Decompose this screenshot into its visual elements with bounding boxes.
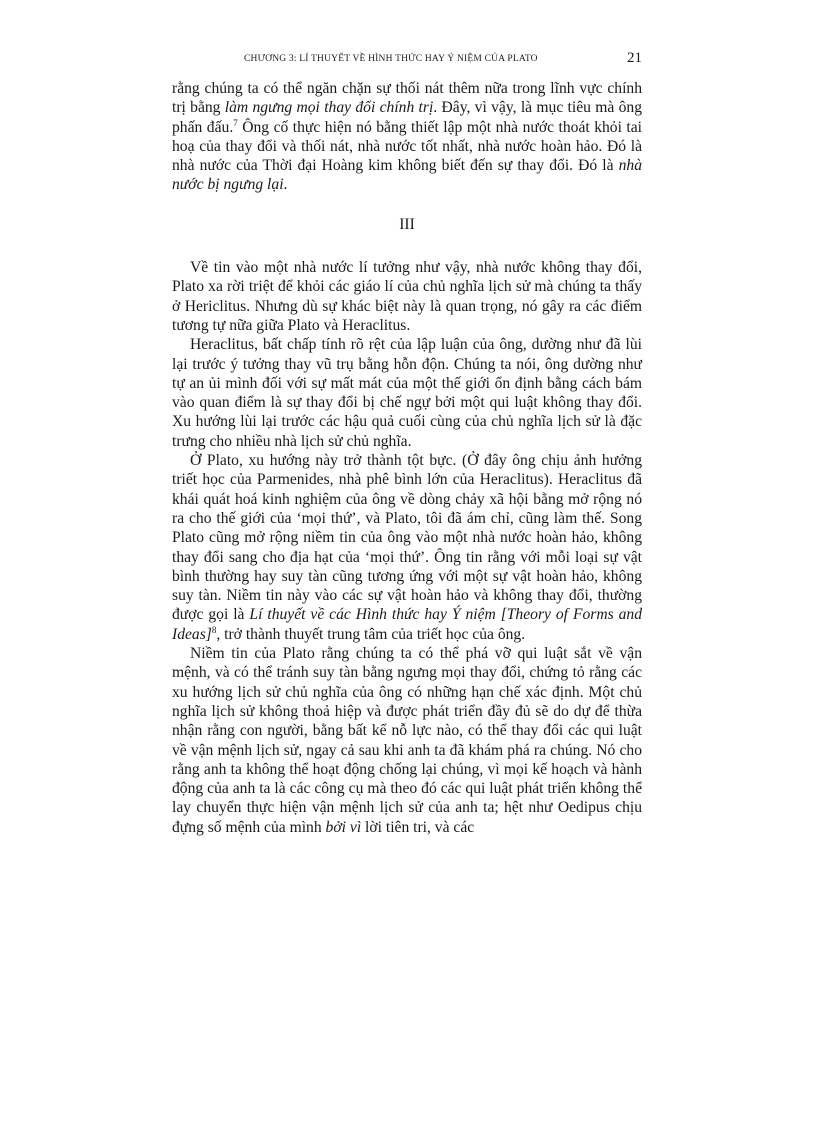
page-header: [172, 50, 642, 70]
paragraph: Heraclitus, bất chấp tính rõ rệt của lập luận của ông, dường như đã lùi lại trước ý tưởng thay vũ trụ bằng hỗn độn. Chúng ta nói, ông dường như tự an ủi mình đối với sự mất mát của một thế giới ổn định bằng cách bám vào quan điểm là sự thay đổi bị chế ngự bởi một qui luật không thay đổi. Xu hướng lùi lại trước các hậu quả cuối cùng của chủ nghĩa lịch sử là đặc trưng cho nhiều nhà lịch sử chủ nghĩa.: [172, 336, 642, 450]
text-run: . Đây, vì vậy, là mục tiêu mà ông phấn đấu.: [172, 99, 642, 136]
paragraph: Về tin vào một nhà nước lí tưởng như vậy, nhà nước không thay đổi, Plato xa rời triệt để khỏi các giáo lí của chủ nghĩa lịch sử mà chúng ta thấy ở Hericlitus. Nhưng dù sự khác biệt này là quan trọng, nó gây ra các điểm tương tự nữa giữa Plato và Heraclitus.: [172, 259, 642, 334]
italic-run: Lí thuyết về các Hình thức hay Ý niệm [Theory of Forms and Ideas]: [172, 606, 642, 643]
text-run: , trở thành thuyết trung tâm của triết học của ông.: [216, 625, 526, 643]
text-run: lời tiên tri, và các: [361, 818, 475, 836]
page-number: 21: [627, 50, 642, 66]
text-run: Niềm tin của Plato rằng chúng ta có thể phá vỡ qui luật sắt về vận mệnh, và có thể tránh suy tàn bằng ngưng mọi thay đổi, chứng tỏ rằng các xu hướng lịch sử chủ nghĩa của ông có những hạn chế xác định. Một chủ nghĩa lịch sử không thoả hiệp và được phát triển đầy đủ sẽ do dự để thừa nhận rằng con người, bằng bất kể nỗ lực nào, có thể thay đổi các qui luật về vận mệnh lịch sử, ngay cả sau khi anh ta đã khám phá ra chúng. Nó cho rằng anh ta không thể hoạt động chống lại chúng, vì mọi kế hoạch và hành động của anh ta là các công cụ mà theo đó các qui luật phát triển không thể lay chuyển thực hiện vận mệnh lịch sử của anh ta; hệt như Oedipus chịu đựng số mệnh của mình: [172, 645, 642, 836]
text-run: .: [283, 176, 288, 194]
italic-run: làm ngưng mọi thay đổi chính trị: [224, 99, 434, 117]
text-run: Ở Plato, xu hướng này trở thành tột bực. (Ở đây ông chịu ảnh hưởng triết học của Parmenides, nhà phê bình lớn của Heraclitus). Heraclitus đã khái quát hoá kinh nghiệm của ông về dòng chảy xã hội bằng mở rộng nó ra cho thế giới của ‘mọi thứ’, và Plato, tôi đã ám chỉ, cũng làm thế. Song Plato cũng mở rộng niềm tin của ông vào một nhà nước hoàn hảo, không thay đổi sang cho địa hạt của ‘mọi thứ’. Ông tin rằng với mỗi loại sự vật bình thường hay suy tàn cũng tương ứng với một sự vật hoàn hảo, không suy tàn. Niềm tin này vào các sự vật hoàn hảo và không thay đổi, thường được gọi là: [172, 452, 642, 624]
text-run: Ông cố thực hiện nó bằng thiết lập một nhà nước thoát khỏi tai hoạ của thay đổi và thối nát, nhà nước tốt nhất, nhà nước hoàn hảo. Đó là nhà nước của Thời đại Hoàng kim không biết đến sự thay đổi. Đó là: [172, 118, 643, 175]
body-text: [172, 79, 642, 837]
section-heading: III: [399, 215, 415, 233]
italic-run: bởi vì: [325, 818, 362, 836]
text-run: rằng chúng ta có thể ngăn chặn sự thối nát thêm nữa trong lĩnh vực chính trị bằng: [172, 80, 642, 117]
paragraph: [172, 644, 642, 837]
running-head: CHƯƠNG 3: LÍ THUYẾT VỀ HÌNH THỨC HAY Ý NIỆM CỦA PLATO: [244, 54, 538, 64]
paragraph-continued: [172, 79, 642, 195]
italic-run: nhà nước bị ngưng lại: [172, 157, 642, 194]
footnote-ref-8: 8: [211, 624, 217, 635]
paragraph: [172, 451, 642, 644]
footnote-ref-7: 7: [233, 117, 238, 128]
